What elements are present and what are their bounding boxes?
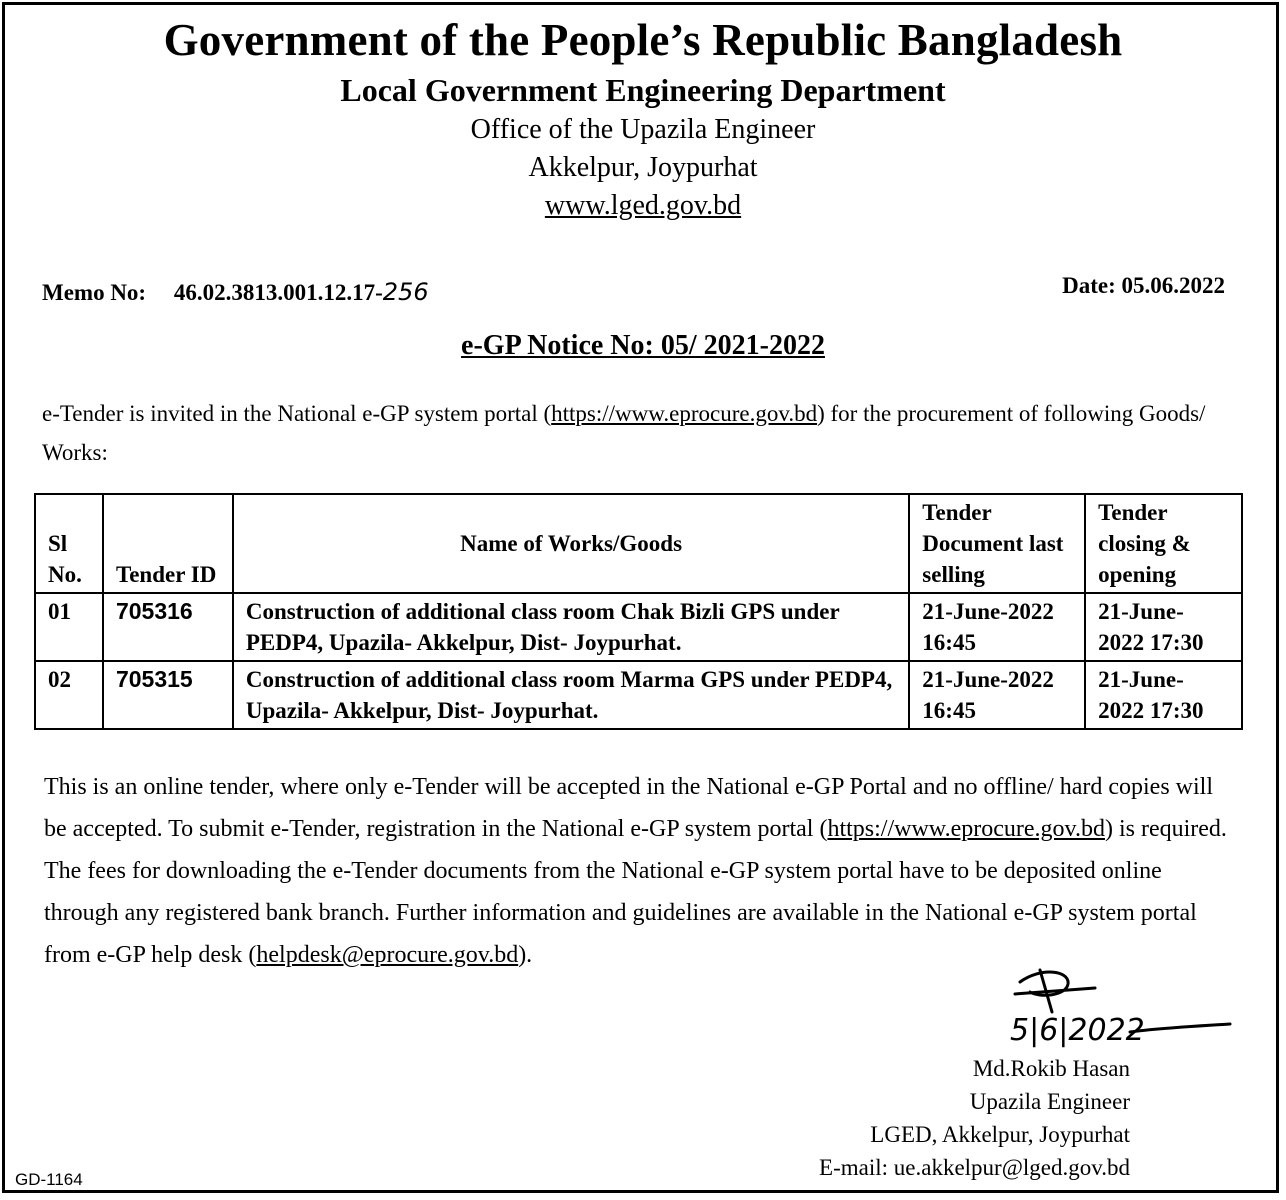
memo-date: Date: 05.06.2022 [1062,273,1225,298]
header-name: Name of Works/Goods [233,494,909,593]
notice-title: e-GP Notice No: 05/ 2021-2022 [461,330,825,361]
footer-code: GD-1164 [15,1170,83,1189]
table-header-row [35,494,1242,593]
row-doc-selling: 21-June-2022 16:45 [909,661,1085,729]
signatory-email[interactable]: E-mail: ue.akkelpur@lged.gov.bd [819,1155,1130,1180]
row-name: Construction of additional class room Chak Bizli GPS under PEDP4, Upazila- Akkelpur, Dist- Joypurhat. [233,593,909,661]
table-row [35,593,1242,661]
row-sl: 02 [35,661,103,729]
memo-number: 46.02.3813.001.12.17- [173,280,383,305]
table-row [35,661,1242,729]
eprocure-link[interactable]: https://www.eprocure.gov.bd [551,401,818,426]
row-tender-id: 705315 [103,661,233,729]
signature-icon [1000,962,1240,1052]
header-sl: Sl No. [35,494,103,593]
website-link[interactable]: www.lged.gov.bd [544,190,742,221]
office-name: Office of the Upazila Engineer [470,114,816,145]
department-title: Local Government Engineering Department [340,72,946,108]
handwritten-signature [1000,962,1240,1057]
memo-handwritten-number: 256 [382,278,429,306]
government-title: Government of the People’s Republic Bangladesh [163,15,1123,65]
memo-line [42,278,429,306]
header-closing: Tender closing & opening [1085,494,1242,593]
office-location: Akkelpur, Joypurhat [528,152,758,183]
signatory-office: LGED, Akkelpur, Joypurhat [870,1122,1130,1147]
row-doc-selling: 21-June-2022 16:45 [909,593,1085,661]
memo-label: Memo No: [42,280,147,305]
eprocure-link-2[interactable]: https://www.eprocure.gov.bd [827,816,1105,842]
row-closing: 21-June-2022 17:30 [1085,661,1242,729]
intro-paragraph: e-Tender is invited in the National e-GP system portal (https://www.eprocure.gov.bd) for the procurement of following Goods/ Works: [42,401,1206,465]
signature-block [700,1052,1130,1184]
row-name: Construction of additional class room Marma GPS under PEDP4, Upazila- Akkelpur, Dist- Joypurhat. [233,661,909,729]
row-tender-id: 705316 [103,593,233,661]
row-sl: 01 [35,593,103,661]
helpdesk-email-link[interactable]: helpdesk@eprocure.gov.bd [256,942,519,968]
signatory-designation: Upazila Engineer [969,1089,1130,1114]
row-closing: 21-June-2022 17:30 [1085,593,1242,661]
header-tender-id: Tender ID [103,494,233,593]
tender-table [34,493,1243,730]
instructions-paragraph: This is an online tender, where only e-Tender will be accepted in the National e-GP Portal and no offline/ hard copies will be accepted. To submit e-Tender, registration in the National e-GP system portal (https://www.eprocure.gov.bd) is required. The fees for downloading the e-Tender documents from the National e-GP system portal have to be deposited online through any registered bank branch. Further information and guidelines are available in the National e-GP system portal from e-GP help desk (helpdesk@eprocure.gov.bd). [44,774,1227,968]
signatory-name: Md.Rokib Hasan [972,1056,1130,1081]
header-doc-selling: Tender Document last selling [909,494,1085,593]
signature-date: 5|6|2022 [1010,1013,1145,1048]
